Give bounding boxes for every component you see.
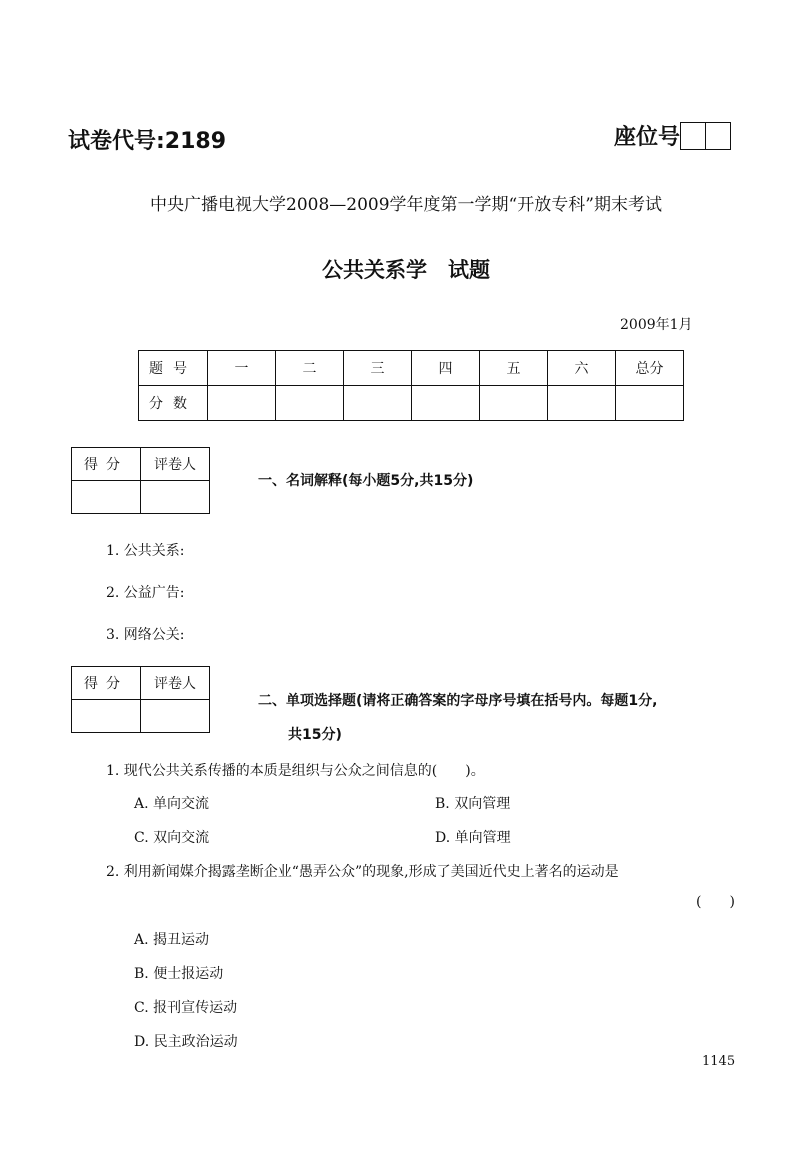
section2-title-continued: 共15分) [288,727,342,743]
score-table-column: 二 [276,351,344,386]
question-1-option: A. 单向交流 [134,796,210,812]
seat-box [680,122,706,150]
question-1-option: D. 单向管理 [435,830,511,846]
score-table-column: 四 [412,351,480,386]
grader-box-section2 [71,666,210,733]
grader-score-label: 得分 [72,667,141,700]
seat-box [706,122,731,150]
grader-score-cell[interactable] [72,700,141,733]
score-cell[interactable] [276,386,344,421]
score-table-score-row [139,386,684,421]
score-cell[interactable] [208,386,276,421]
question-2-option: B. 便士报运动 [134,966,224,982]
page-number: 1145 [702,1054,736,1069]
score-table-column: 三 [344,351,412,386]
score-table-row-header: 题号 [139,351,208,386]
score-cell[interactable] [480,386,548,421]
seat-number-label: 座位号 [614,125,681,150]
grader-name-cell[interactable] [141,700,210,733]
question-2-stem: 2. 利用新闻媒介揭露垄断企业“愚弄公众”的现象,形成了美国近代史上著名的运动是 [106,864,619,880]
exam-name: 中央广播电视大学2008—2009学年度第一学期“开放专科”期末考试 [150,195,662,215]
paper-code: 试卷代号:2189 [68,129,227,154]
score-table-column: 五 [480,351,548,386]
score-cell[interactable] [344,386,412,421]
question-2-answer-paren[interactable]: ( ) [696,894,735,910]
paper-title: 公共关系学 试题 [322,258,490,282]
question-1-option: B. 双向管理 [435,796,511,812]
grader-name-label: 评卷人 [141,448,210,481]
seat-number [614,120,731,151]
question-2-option: D. 民主政治运动 [134,1034,238,1050]
section1-title: 一、名词解释(每小题5分,共15分) [258,473,474,489]
exam-date: 2009年1月 [620,317,693,333]
question-2-option: C. 报刊宣传运动 [134,1000,238,1016]
score-cell[interactable] [548,386,616,421]
grader-score-cell[interactable] [72,481,141,514]
grader-score-label: 得分 [72,448,141,481]
question-1-option: C. 双向交流 [134,830,210,846]
section1-item: 3. 网络公关: [106,627,185,643]
section2-title: 二、单项选择题(请将正确答案的字母序号填在括号内。每题1分, [258,693,658,709]
score-table [138,350,684,421]
score-table-column: 总分 [616,351,684,386]
section1-item: 2. 公益广告: [106,585,185,601]
score-table-row-header: 分数 [139,386,208,421]
grader-name-cell[interactable] [141,481,210,514]
section1-item: 1. 公共关系: [106,543,185,559]
question-2-option: A. 揭丑运动 [134,932,210,948]
score-table-column: 一 [208,351,276,386]
score-table-header-row [139,351,684,386]
grader-name-label: 评卷人 [141,667,210,700]
score-cell[interactable] [412,386,480,421]
score-cell[interactable] [616,386,684,421]
question-1-stem: 1. 现代公共关系传播的本质是组织与公众之间信息的( )。 [106,763,485,779]
grader-box-section1 [71,447,210,514]
score-table-column: 六 [548,351,616,386]
